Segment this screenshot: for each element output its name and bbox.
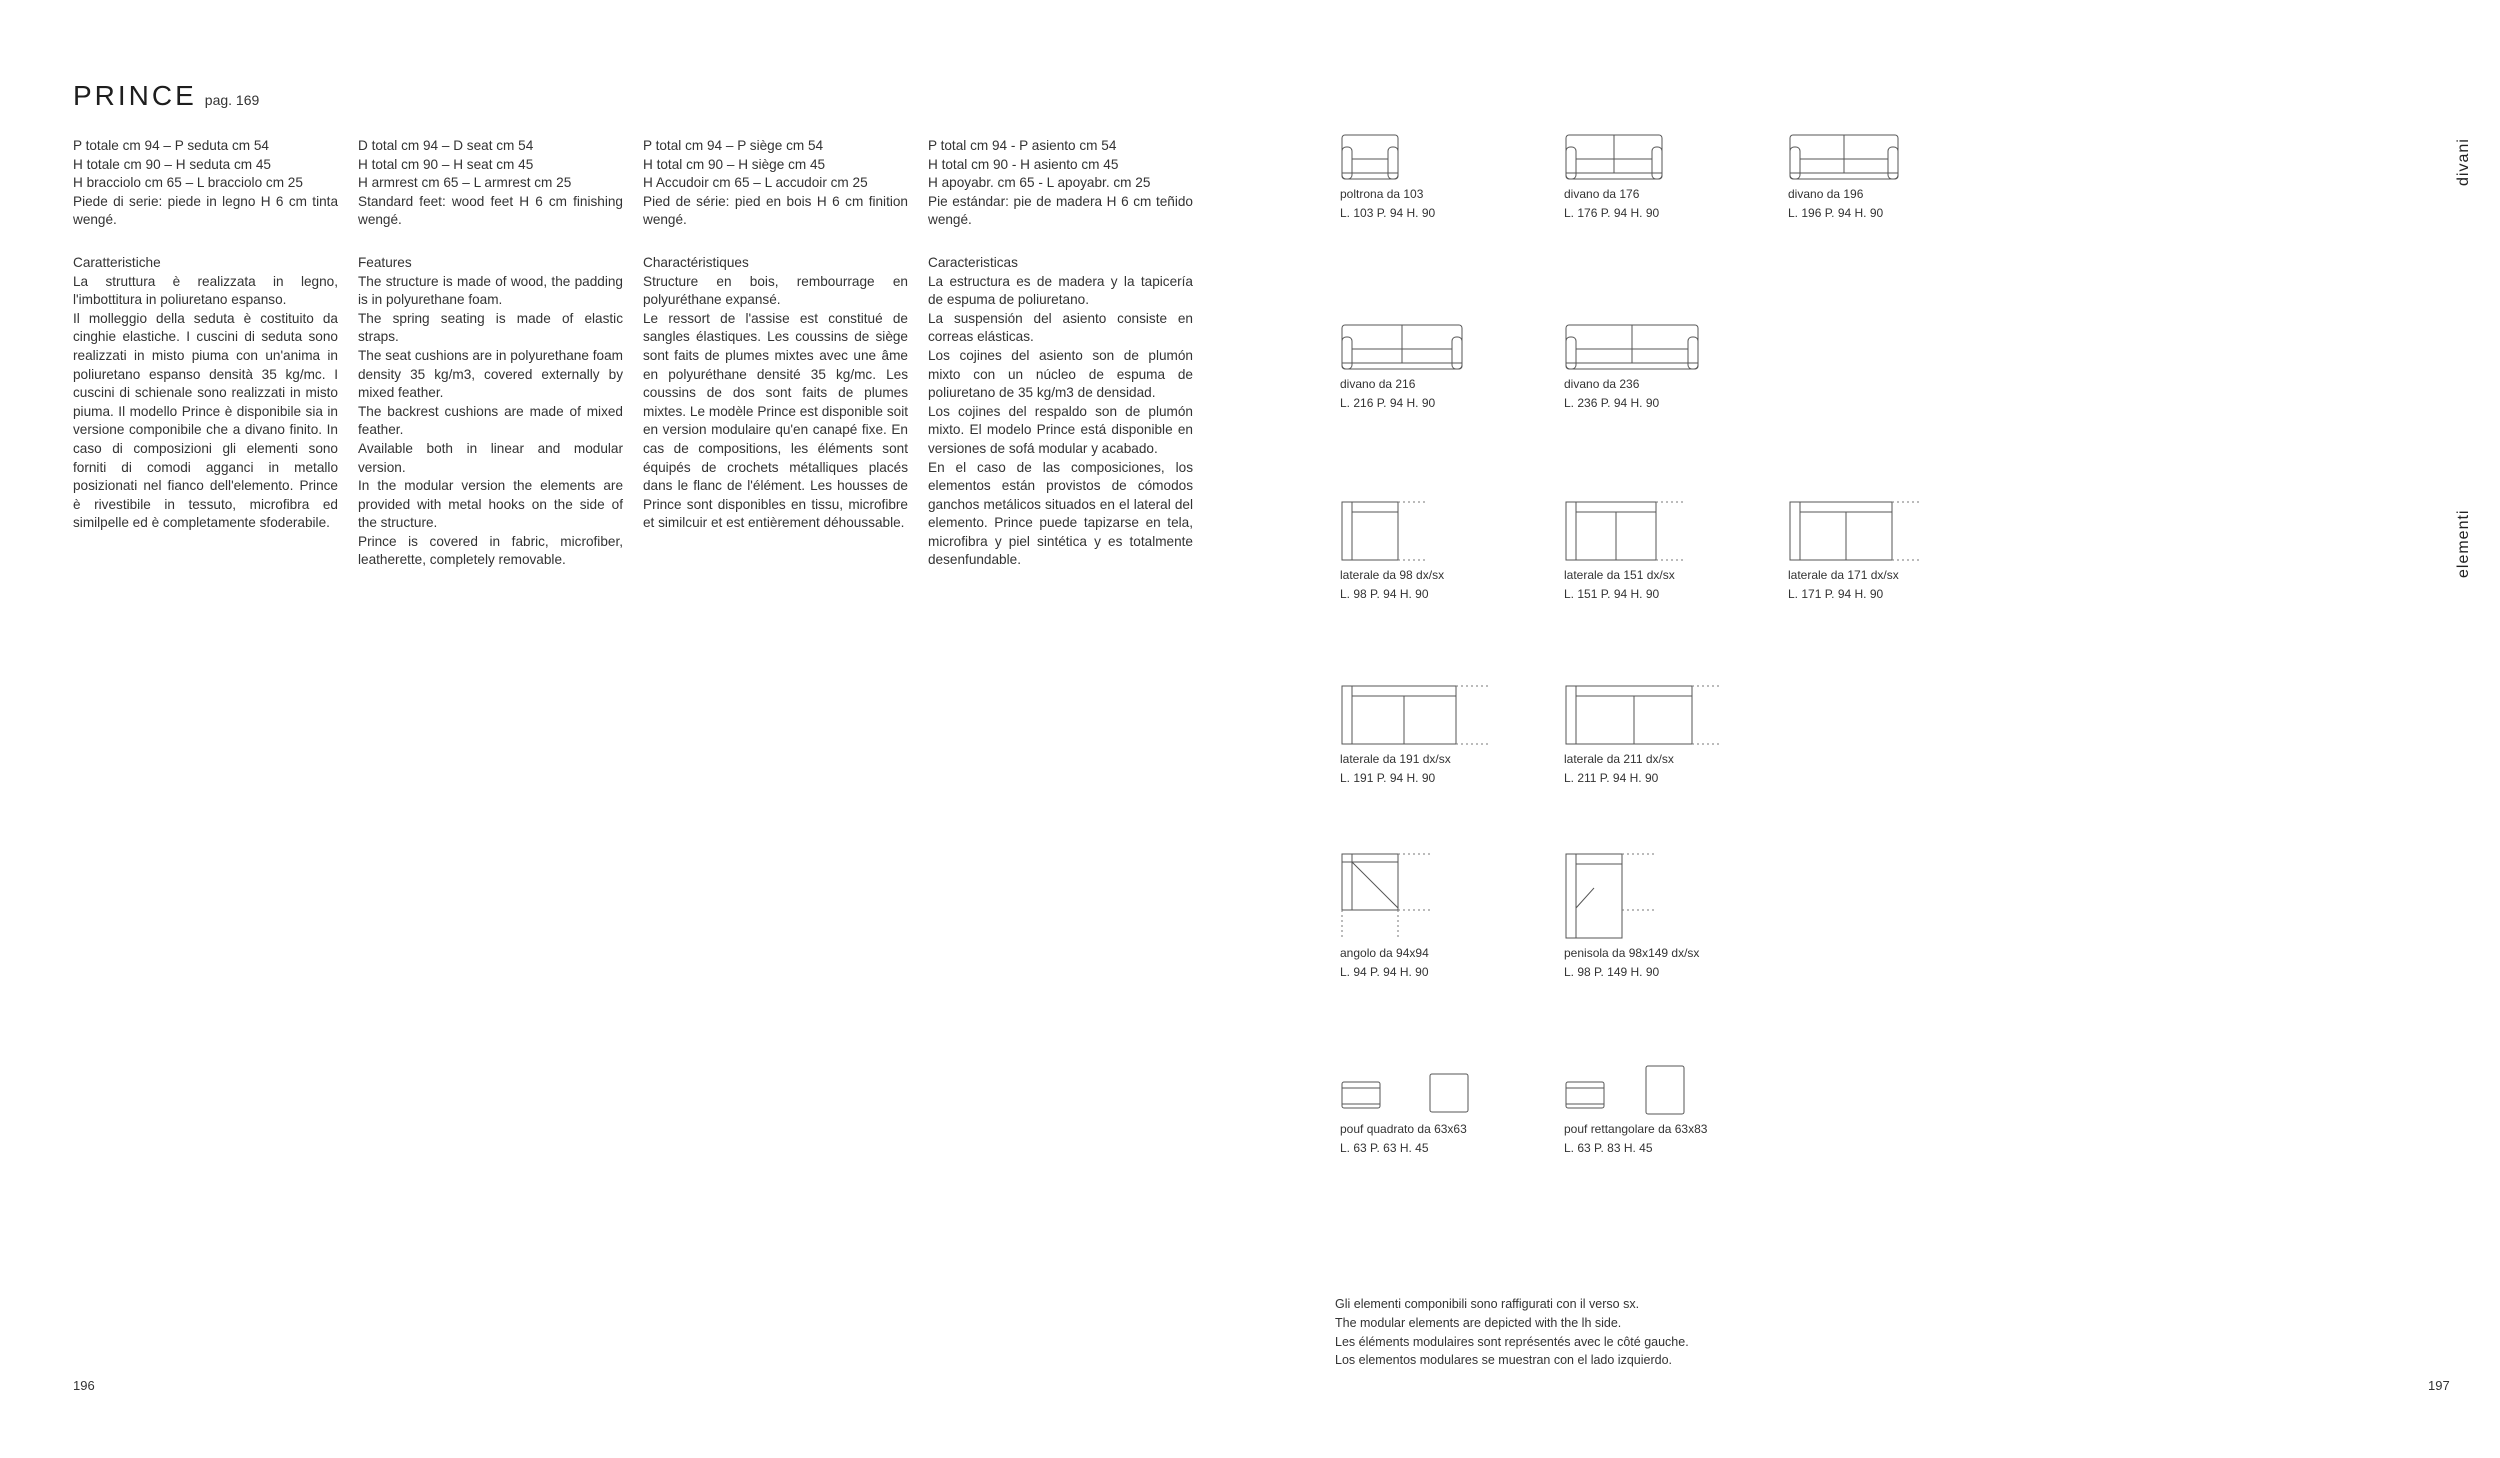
element-dimensions: L. 98 P. 149 H. 90	[1564, 964, 1660, 979]
element-sofa-196	[1788, 133, 1900, 222]
element-sofa-176	[1564, 133, 1664, 222]
element-name: laterale da 191 dx/sx	[1340, 752, 1451, 766]
sofa-drawing	[1340, 323, 1464, 371]
element-rect-pouf	[1564, 1064, 1707, 1157]
sofa-drawing	[1564, 133, 1664, 181]
rect-pouf-drawing	[1564, 1064, 1704, 1116]
element-dimensions: L. 171 P. 94 H. 90	[1788, 586, 1884, 601]
element-name: divano da 236	[1564, 377, 1640, 391]
corner-element-drawing	[1340, 852, 1432, 940]
element-dimensions: L. 236 P. 94 H. 90	[1564, 395, 1660, 410]
text-column-spanish	[928, 137, 1193, 570]
element-side-191	[1340, 684, 1490, 787]
armchair-drawing	[1340, 133, 1400, 181]
element-armchair	[1340, 133, 1435, 222]
element-square-pouf	[1340, 1070, 1480, 1157]
section-label-divani: divani	[2455, 138, 2472, 186]
element-chaise	[1564, 852, 1699, 981]
element-dimensions: L. 196 P. 94 H. 90	[1788, 205, 1884, 220]
footnote-line-it: Gli elementi componibili sono raffigurati con il verso sx.	[1335, 1297, 1640, 1311]
element-dimensions: L. 191 P. 94 H. 90	[1340, 770, 1436, 785]
square-pouf-drawing	[1340, 1070, 1480, 1116]
page-number-left: 196	[73, 1378, 95, 1393]
footnote-line-en: The modular elements are depicted with the lh side.	[1335, 1315, 1622, 1330]
features-body: La estructura es de madera y la tapicería de espuma de poliuretano. La suspensión del asiento consiste en correas elásticas. Los cojines del asiento son de plumón mixto con un núcleo de espuma de poliuretano de 35 kg/m3 de densidad. Los cojines del respaldo son de plumón mixto. El modelo Prince está disponible en versiones de sofá modular y acabado. En el caso de las composiciones, los elementos están provistos de cómodos ganchos metálicos situados en el lateral del elemento. Prince puede tapizarse en tela, microfibra y piel sintética y es totalmente desenfundable.	[928, 273, 1193, 568]
element-name: divano da 196	[1788, 187, 1864, 201]
page-number-right: 197	[2428, 1378, 2450, 1393]
features-heading: Caratteristiche	[73, 254, 161, 270]
side-element-drawing	[1564, 684, 1724, 746]
element-name: divano da 216	[1340, 377, 1416, 391]
features-body: La struttura è realizzata in legno, l'imbottitura in poliuretano espanso. Il molleggio della seduta è costituito da cinghie elastiche. I cuscini di seduta sono realizzati in misto piuma con un'anima in poliuretano espanso densità 35 kg/mc. I cuscini di schienale sono realizzati in misto piuma. Il modello Prince è disponibile sia in versione componibile che a divano finito. In caso di composizioni gli elementi sono forniti di comodi agganci in metallo posizionati nel fianco dell'elemento. Prince è rivestibile in tessuto, microfibra ed similpelle ed è completamente sfoderabile.	[73, 273, 338, 531]
element-sofa-216	[1340, 323, 1464, 412]
element-name: pouf quadrato da 63x63	[1340, 1122, 1467, 1136]
side-element-drawing	[1340, 684, 1490, 746]
element-name: poltrona da 103	[1340, 187, 1424, 201]
element-name: laterale da 211 dx/sx	[1564, 752, 1674, 766]
element-name: laterale da 151 dx/sx	[1564, 568, 1675, 582]
element-dimensions: L. 63 P. 63 H. 45	[1340, 1140, 1429, 1155]
side-element-drawing	[1788, 500, 1923, 562]
text-column-italian	[73, 137, 338, 533]
features-heading: Features	[358, 254, 412, 270]
element-side-211	[1564, 684, 1724, 787]
element-dimensions: L. 94 P. 94 H. 90	[1340, 964, 1429, 979]
element-dimensions: L. 211 P. 94 H. 90	[1564, 770, 1659, 785]
element-name: penisola da 98x149 dx/sx	[1564, 946, 1700, 960]
text-column-english	[358, 137, 623, 570]
dimensions-text: P totale cm 94 – P seduta cm 54 H totale cm 90 – H seduta cm 45 H bracciolo cm 65 – L bracciolo cm 25 Piede di serie: piede in legno H 6 cm tinta wengé.	[73, 138, 338, 228]
element-name: laterale da 171 dx/sx	[1788, 568, 1899, 582]
footnote	[1335, 1295, 1689, 1370]
element-side-151	[1564, 500, 1689, 603]
dimensions-text: D total cm 94 – D seat cm 54 H total cm 90 – H seat cm 45 H armrest cm 65 – L armrest cm 25 Standard feet: wood feet H 6 cm finishing wengé.	[358, 138, 623, 228]
footnote-line-fr: Les éléments modulaires sont représentés avec le côté gauche.	[1335, 1334, 1689, 1349]
section-label-elementi: elementi	[2455, 509, 2472, 578]
element-sofa-236	[1564, 323, 1700, 412]
features-body: The structure is made of wood, the padding is in polyurethane foam. The spring seating is made of elastic straps. The seat cushions are in polyurethane foam density 35 kg/m3, covered externally by mixed feather. The backrest cushions are made of mixed feather. Available both in linear and modular version. In the modular version the elements are provided with metal hooks on the side of the structure. Prince is covered in fabric, microfiber, leatherette, completely removable.	[358, 273, 623, 568]
page-title	[73, 80, 259, 112]
product-name: PRINCE	[73, 80, 197, 111]
element-dimensions: L. 103 P. 94 H. 90	[1340, 205, 1436, 220]
element-name: pouf rettangolare da 63x83	[1564, 1122, 1708, 1136]
element-side-171	[1788, 500, 1923, 603]
element-name: angolo da 94x94	[1340, 946, 1429, 960]
chaise-element-drawing	[1564, 852, 1656, 940]
features-heading: Charactéristiques	[643, 254, 749, 270]
element-corner	[1340, 852, 1432, 981]
page-reference: pag. 169	[204, 92, 260, 108]
side-element-drawing	[1340, 500, 1430, 562]
dimensions-text: P total cm 94 - P asiento cm 54 H total cm 90 - H asiento cm 45 H apoyabr. cm 65 - L apoyabr. cm 25 Pie estándar: pie de madera H 6 cm teñido wengé.	[928, 138, 1193, 228]
text-column-french	[643, 137, 908, 533]
element-name: divano da 176	[1564, 187, 1640, 201]
element-dimensions: L. 216 P. 94 H. 90	[1340, 395, 1436, 410]
element-name: laterale da 98 dx/sx	[1340, 568, 1445, 582]
element-dimensions: L. 98 P. 94 H. 90	[1340, 586, 1429, 601]
sofa-drawing	[1788, 133, 1900, 181]
features-heading: Caracteristicas	[928, 254, 1018, 270]
element-side-98	[1340, 500, 1444, 603]
footnote-line-es: Los elementos modulares se muestran con el lado izquierdo.	[1335, 1353, 1672, 1368]
element-dimensions: L. 151 P. 94 H. 90	[1564, 586, 1660, 601]
side-element-drawing	[1564, 500, 1689, 562]
sofa-drawing	[1564, 323, 1700, 371]
element-dimensions: L. 63 P. 83 H. 45	[1564, 1140, 1653, 1155]
element-dimensions: L. 176 P. 94 H. 90	[1564, 205, 1660, 220]
dimensions-text: P total cm 94 – P siège cm 54 H total cm 90 – H siège cm 45 H Accudoir cm 65 – L accudoir cm 25 Pied de série: pied en bois H 6 cm finition wengé.	[643, 138, 908, 228]
features-body: Structure en bois, rembourrage en polyuréthane expansé. Le ressort de l'assise est constitué de sangles élastiques. Les coussins de siège sont faits de plumes mixtes avec une âme en polyuréthane densité 35 kg/mc. Les coussins de dos sont faits de plumes mixtes. Le modèle Prince est disponible soit en version modulaire qu'en canapé fixe. En cas de compositions, les éléments sont équipés de crochets métalliques placés dans le flanc de l'élément. Les housses de Prince sont disponibles en tissu, microfibre et similcuir et est entièrement déhoussable.	[643, 273, 908, 531]
